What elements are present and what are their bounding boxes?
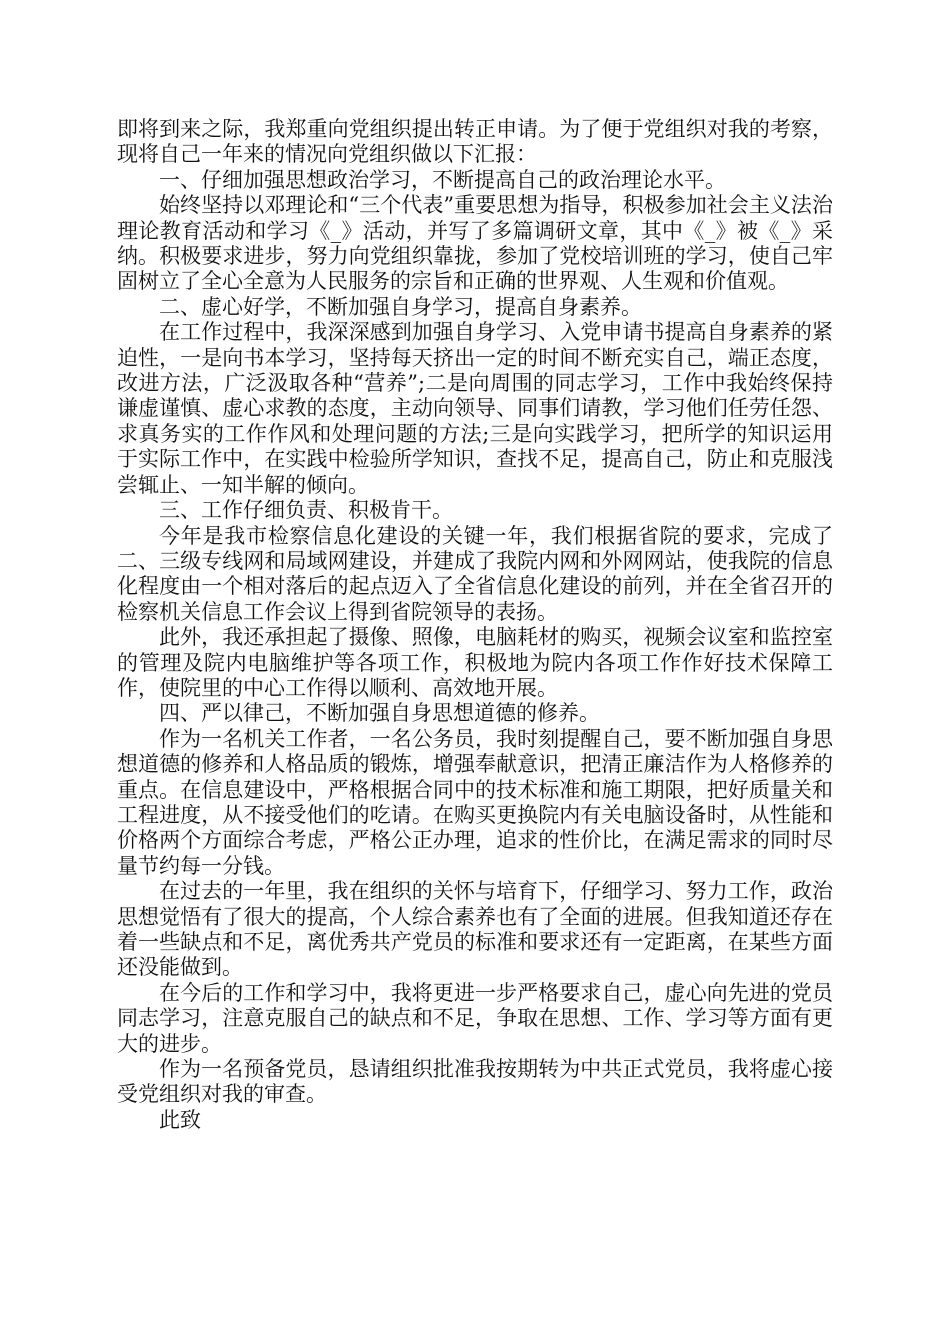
paragraph-future: 在今后的工作和学习中，我将更进一步严格要求自己，虚心向先进的党员同志学习，注意克服自己的缺点和不足，争取在思想、工作、学习等方面有更大的进步。 xyxy=(117,980,833,1056)
paragraph-summary: 在过去的一年里，我在组织的关怀与培育下，仔细学习、努力工作，政治思想觉悟有了很大的提高，个人综合素养也有了全面的进展。但我知道还存在着一些缺点和不足，离优秀共产党员的标准和要求还有一定距离，在某些方面还没能做到。 xyxy=(117,879,833,980)
paragraph-request: 作为一名预备党员，恳请组织批准我按期转为中共正式党员，我将虚心接受党组织对我的审查。 xyxy=(117,1057,833,1107)
section-heading-2: 二、虚心好学，不断加强自身学习，提高自身素养。 xyxy=(159,294,642,319)
section-heading-3: 三、工作仔细负责、积极肯干。 xyxy=(159,498,453,523)
paragraph-section-3a: 今年是我市检察信息化建设的关键一年，我们根据省院的要求，完成了二、三级专线网和局域网建设，并建成了我院内网和外网网站，使我院的信息化程度由一个相对落后的起点迈入了全省信息化建设的前列，并在全省召开的检察机关信息工作会议上得到省院领导的表扬。 xyxy=(117,523,833,624)
section-heading-4: 四、严以律己，不断加强自身思想道德的修养。 xyxy=(159,701,600,726)
closing-salutation: 此致 xyxy=(159,1107,201,1132)
paragraph-intro: 即将到来之际，我郑重向党组织提出转正申请。为了便于党组织对我的考察，现将自己一年来的情况向党组织做以下汇报： xyxy=(117,117,833,167)
section-heading-1: 一、仔细加强思想政治学习，不断提高自己的政治理论水平。 xyxy=(159,167,726,192)
paragraph-section-2: 在工作过程中，我深深感到加强自身学习、入党申请书提高自身素养的紧迫性，一是向书本学习，坚持每天挤出一定的时间不断充实自己，端正态度，改进方法，广泛汲取各种“营养”;二是向周围的同志学习，工作中我始终保持谦虚谨慎、虚心求教的态度，主动向领导、同事们请教，学习他们任劳任怨、求真务实的工作作风和处理问题的方法;三是向实践学习，把所学的知识运用于实际工作中，在实践中检验所学知识，查找不足，提高自己，防止和克服浅尝辄止、一知半解的倾向。 xyxy=(117,320,833,497)
paragraph-section-1: 始终坚持以邓理论和“三个代表”重要思想为指导，积极参加社会主义法治理论教育活动和学习《_》活动，并写了多篇调研文章，其中《_》被《_》采纳。积极要求进步，努力向党组织靠拢，参加了党校培训班的学习，使自己牢固树立了全心全意为人民服务的宗旨和正确的世界观、人生观和价值观。 xyxy=(117,193,833,294)
paragraph-section-3b: 此外，我还承担起了摄像、照像，电脑耗材的购买，视频会议室和监控室的管理及院内电脑维护等各项工作，积极地为院内各项工作作好技术保障工作，使院里的中心工作得以顺利、高效地开展。 xyxy=(117,625,833,700)
paragraph-section-4: 作为一名机关工作者，一名公务员，我时刻提醒自己，要不断加强自身思想道德的修养和人格品质的锻炼，增强奉献意识，把清正廉洁作为人格修养的重点。在信息建设中，严格根据合同中的技术标准和施工期限，把好质量关和工程进度，从不接受他们的吃请。在购买更换院内有关电脑设备时，从性能和价格两个方面综合考虑，严格公正办理，追求的性价比，在满足需求的同时尽量节约每一分钱。 xyxy=(117,726,833,878)
document-body xyxy=(117,117,833,1133)
